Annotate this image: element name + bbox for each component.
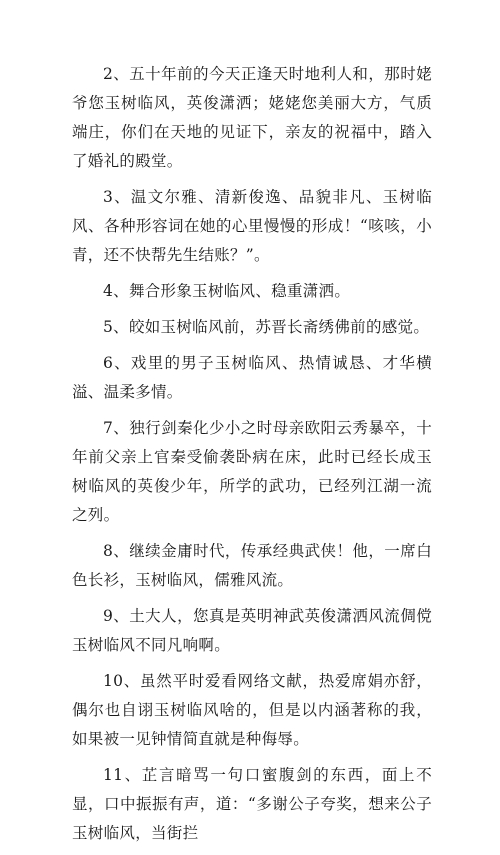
paragraph-7: 7、独行剑秦化少小之时母亲欧阳云秀暴卒，十年前父亲上官秦受偷袭卧病在床，此时已经长成玉树临风的英俊少年，所学的武功，已经列江湖一流之列。 <box>72 419 432 524</box>
paragraph-10: 10、虽然平时爱看网络文献，热爱席娟亦舒，偶尔也自诩玉树临风啥的，但是以内涵著称的我，如果被一见钟情简直就是种侮辱。 <box>72 672 432 748</box>
paragraph-5: 5、皎如玉树临风前，苏晋长斋绣佛前的感觉。 <box>103 318 430 336</box>
paragraph-6: 6、戏里的男子玉树临风、热情诚恳、才华横溢、温柔多情。 <box>72 354 432 401</box>
paragraph-9: 9、土大人，您真是英明神武英俊潇洒风流倜傥玉树临风不同凡响啊。 <box>72 607 432 654</box>
paragraph-11: 11、芷言暗骂一句口蜜腹剑的东西，面上不显，口中振振有声，道：“多谢公子夸奖，想来公子玉树临风，当街拦 <box>72 766 432 842</box>
paragraph-3: 3、温文尔雅、清新俊逸、品貌非凡、玉树临风、各种形容词在她的心里慢慢的形成！“咳咳，小青，还不快帮先生结账？”。 <box>72 188 432 264</box>
paragraph-8: 8、继续金庸时代，传承经典武侠！他，一席白色长衫，玉树临风，儒雅风流。 <box>72 542 432 589</box>
paragraph-4: 4、舞合形象玉树临风、稳重潇洒。 <box>103 282 351 300</box>
paragraph-2: 2、五十年前的今天正逢天时地利人和，那时姥爷您玉树临风，英俊潇洒；姥姥您美丽大方，气质端庄，你们在天地的见证下，亲友的祝福中，踏入了婚礼的殿堂。 <box>72 65 432 170</box>
document-body <box>72 60 432 855</box>
